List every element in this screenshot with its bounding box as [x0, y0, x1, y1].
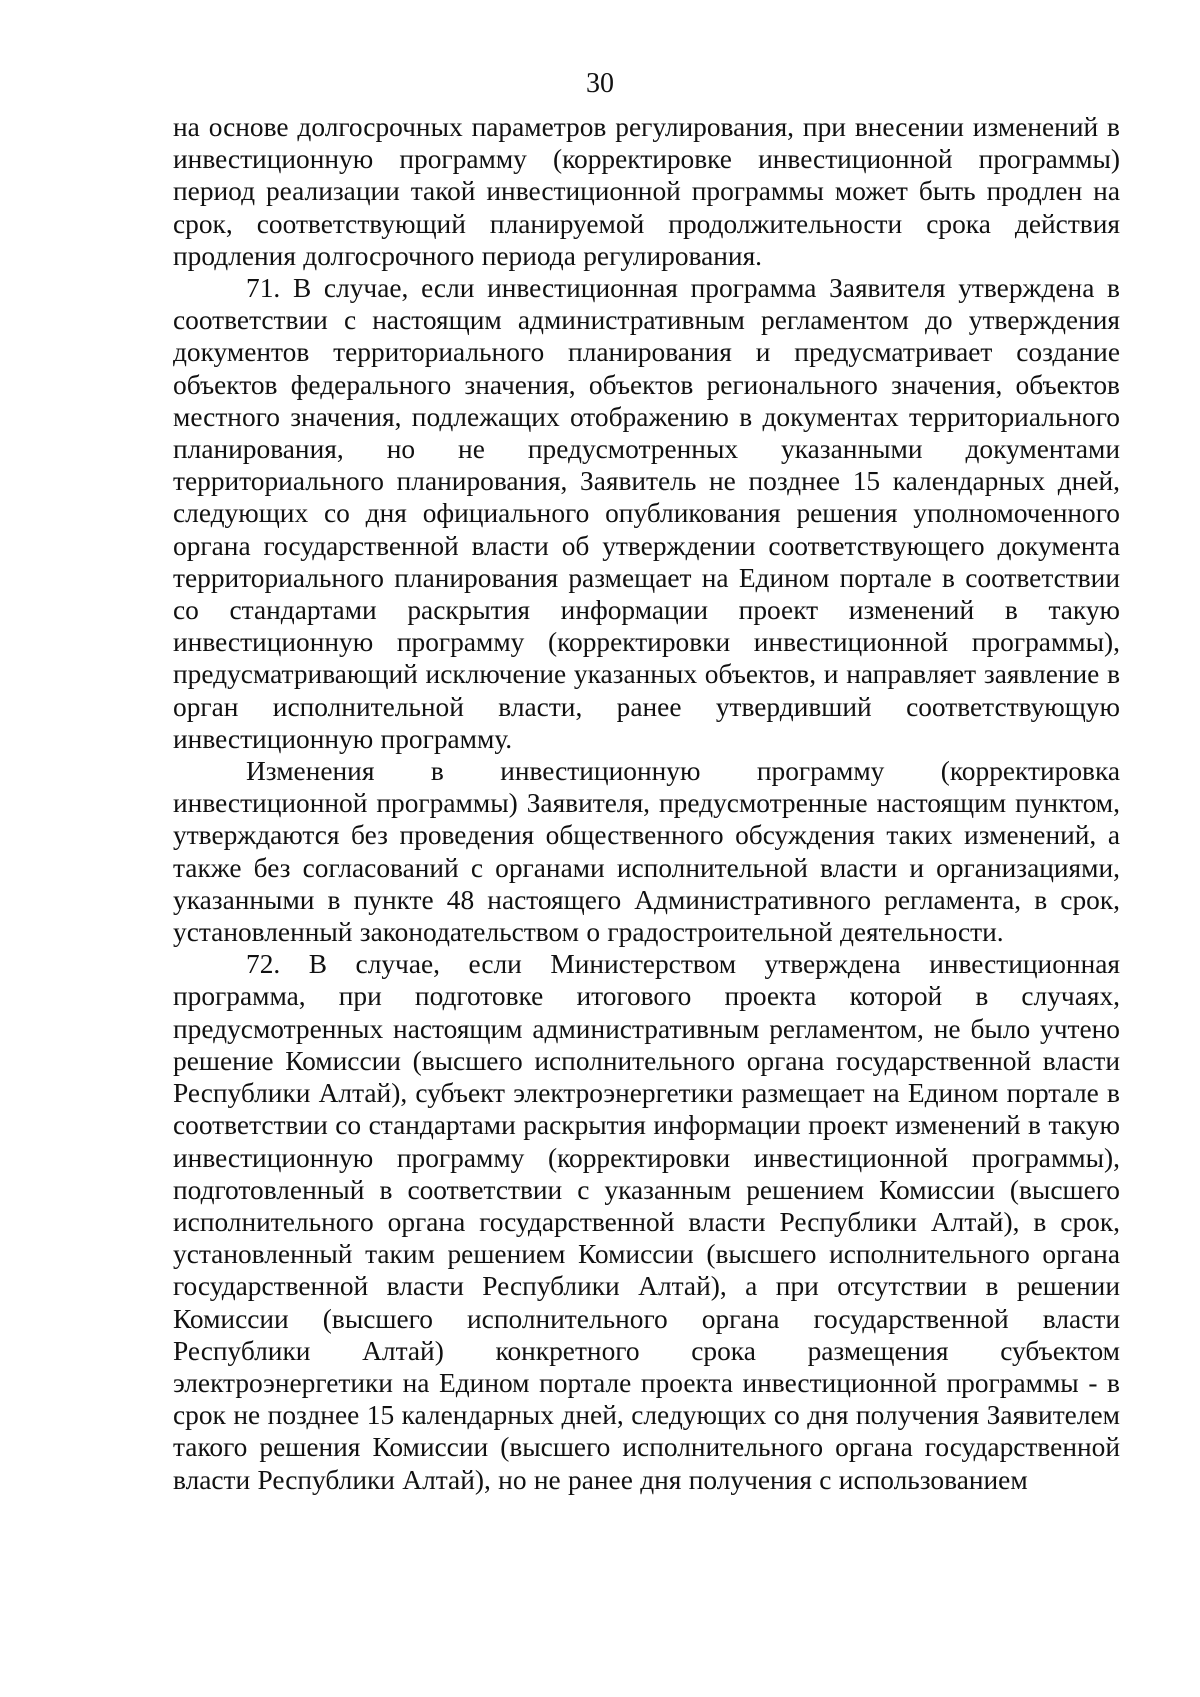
- paragraph-continuation: на основе долгосрочных параметров регулирования, при внесении изменений в инвестиционную программу (корректировке инвестиционной программы) период реализации такой инвестиционной программы может быть продлен на срок, соответствующий планируемой продолжительности срока действия продления долгосрочного периода регулирования.: [173, 112, 1120, 271]
- paragraph-item-72: 72. В случае, если Министерством утверждена инвестиционная программа, при подготовке итогового проекта которой в случаях, предусмотренных настоящим административным регламентом, не было учтено решение Комиссии (высшего исполнительного органа государственной власти Республики Алтай), субъект электроэнергетики размещает на Едином портале в соответствии со стандартами раскрытия информации проект изменений в такую инвестиционную программу (корректировки инвестиционной программы), подготовленный в соответствии с указанным решением Комиссии (высшего исполнительного органа государственной власти Республики Алтай), в срок, установленный таким решением Комиссии (высшего исполнительного органа государственной власти Республики Алтай), а при отсутствии в решении Комиссии (высшего исполнительного органа государственной власти Республики Алтай) конкретного срока размещения субъектом электроэнергетики на Едином портале проекта инвестиционной программы - в срок не позднее 15 календарных дней, следующих со дня получения Заявителем такого решения Комиссии (высшего исполнительного органа государственной власти Республики Алтай), но не ранее дня получения с использованием: [173, 949, 1120, 1495]
- page-number: 30: [586, 68, 614, 99]
- paragraph-changes: Изменения в инвестиционную программу (корректировка инвестиционной программы) Заявителя, предусмотренные настоящим пунктом, утверждаются без проведения общественного обсуждения таких изменений, а также без согласований с органами исполнительной власти и организациями, указанными в пункте 48 настоящего Административного регламента, в срок, установленный законодательством о градостроительной деятельности.: [173, 756, 1120, 948]
- paragraph-item-71: 71. В случае, если инвестиционная программа Заявителя утверждена в соответствии с настоящим административным регламентом до утверждения документов территориального планирования и предусматривает создание объектов федерального значения, объектов регионального значения, объектов местного значения, подлежащих отображению в документах территориального планирования, но не предусмотренных указанными документами территориального планирования, Заявитель не позднее 15 календарных дней, следующих со дня официального опубликования решения уполномоченного органа государственной власти об утверждении соответствующего документа территориального планирования размещает на Едином портале в соответствии со стандартами раскрытия информации проект изменений в такую инвестиционную программу (корректировки инвестиционной программы), предусматривающий исключение указанных объектов, и направляет заявление в орган исполнительной власти, ранее утвердивший соответствующую инвестиционную программу.: [173, 273, 1120, 754]
- document-body: [173, 111, 1120, 1496]
